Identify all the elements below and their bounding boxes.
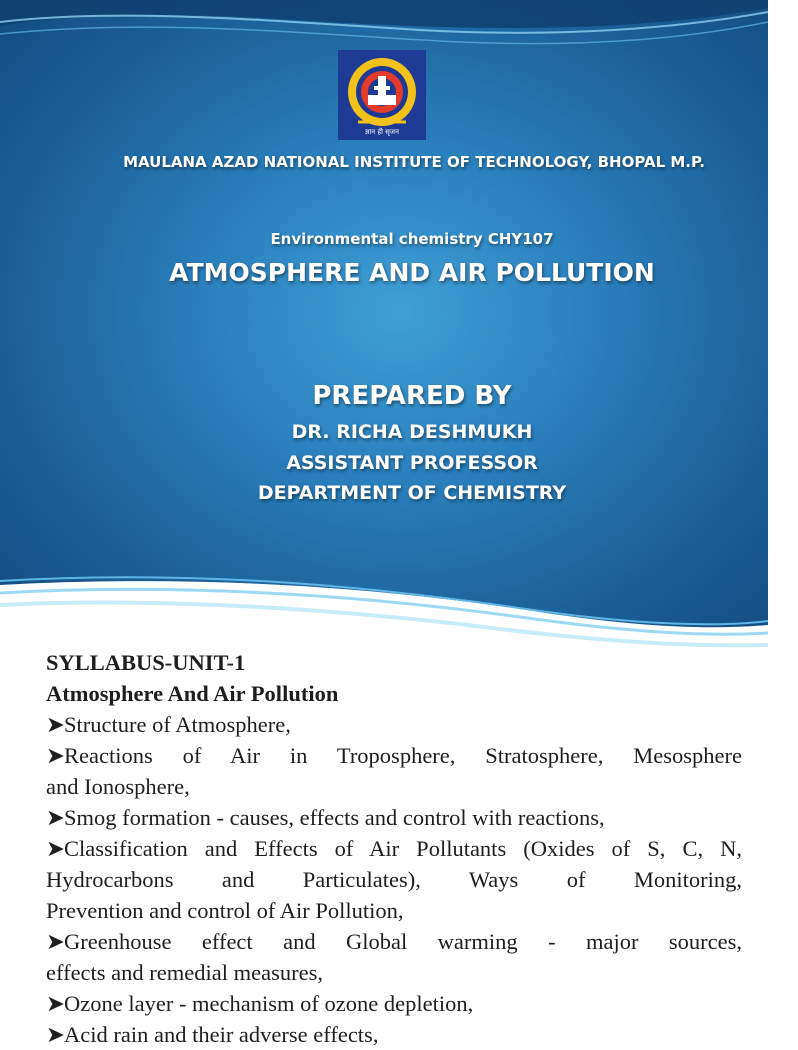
syllabus-heading: SYLLABUS-UNIT-1 — [46, 650, 246, 675]
syllabus-slide — [0, 650, 768, 1047]
author-role: ASSISTANT PROFESSOR — [286, 452, 538, 474]
arrow-bullet-icon: ➤ — [46, 1022, 65, 1047]
list-item-continuation: Hydrocarbons and Particulates), Ways of Monitoring, — [46, 867, 742, 892]
arrow-bullet-icon: ➤ — [46, 929, 65, 954]
list-item-continuation: and Ionosphere, — [46, 774, 190, 799]
arrow-bullet-icon: ➤ — [46, 836, 65, 861]
svg-text:ज्ञान ही सृजन: ज्ञान ही सृजन — [365, 128, 399, 136]
arrow-bullet-icon: ➤ — [46, 805, 65, 830]
list-item: ➤ Structure of Atmosphere, — [46, 709, 742, 740]
arrow-bullet-icon: ➤ — [46, 991, 65, 1016]
list-item: ➤ Smog formation - causes, effects and control with reactions, — [46, 802, 742, 833]
prepared-by-heading: PREPARED BY — [312, 381, 512, 411]
list-item: ➤ Ozone layer - mechanism of ozone depletion, — [46, 988, 742, 1019]
list-item-continuation: Prevention and control of Air Pollution, — [46, 898, 404, 923]
syllabus-subheading: Atmosphere And Air Pollution — [46, 681, 339, 706]
list-item: ➤ Classification and Effects of Air Pollutants (Oxides of S, C, N, — [46, 833, 742, 864]
list-item: ➤ Reactions of Air in Troposphere, Stratosphere, Mesosphere — [46, 740, 742, 771]
course-code: Environmental chemistry CHY107 — [270, 230, 554, 248]
author-name: DR. RICHA DESHMUKH — [291, 421, 533, 443]
institute-name: MAULANA AZAD NATIONAL INSTITUTE OF TECHNOLOGY, BHOPAL M.P. — [123, 153, 705, 171]
author-department: DEPARTMENT OF CHEMISTRY — [257, 482, 567, 504]
institute-logo — [338, 50, 426, 140]
arrow-bullet-icon: ➤ — [46, 743, 65, 768]
list-item-continuation: effects and remedial measures, — [46, 960, 323, 985]
arrow-bullet-icon: ➤ — [46, 712, 65, 737]
list-item: ➤ Acid rain and their adverse effects, — [46, 1019, 742, 1050]
presentation-title: ATMOSPHERE AND AIR POLLUTION — [169, 258, 655, 287]
list-item: ➤ Greenhouse effect and Global warming - major sources, — [46, 926, 742, 957]
